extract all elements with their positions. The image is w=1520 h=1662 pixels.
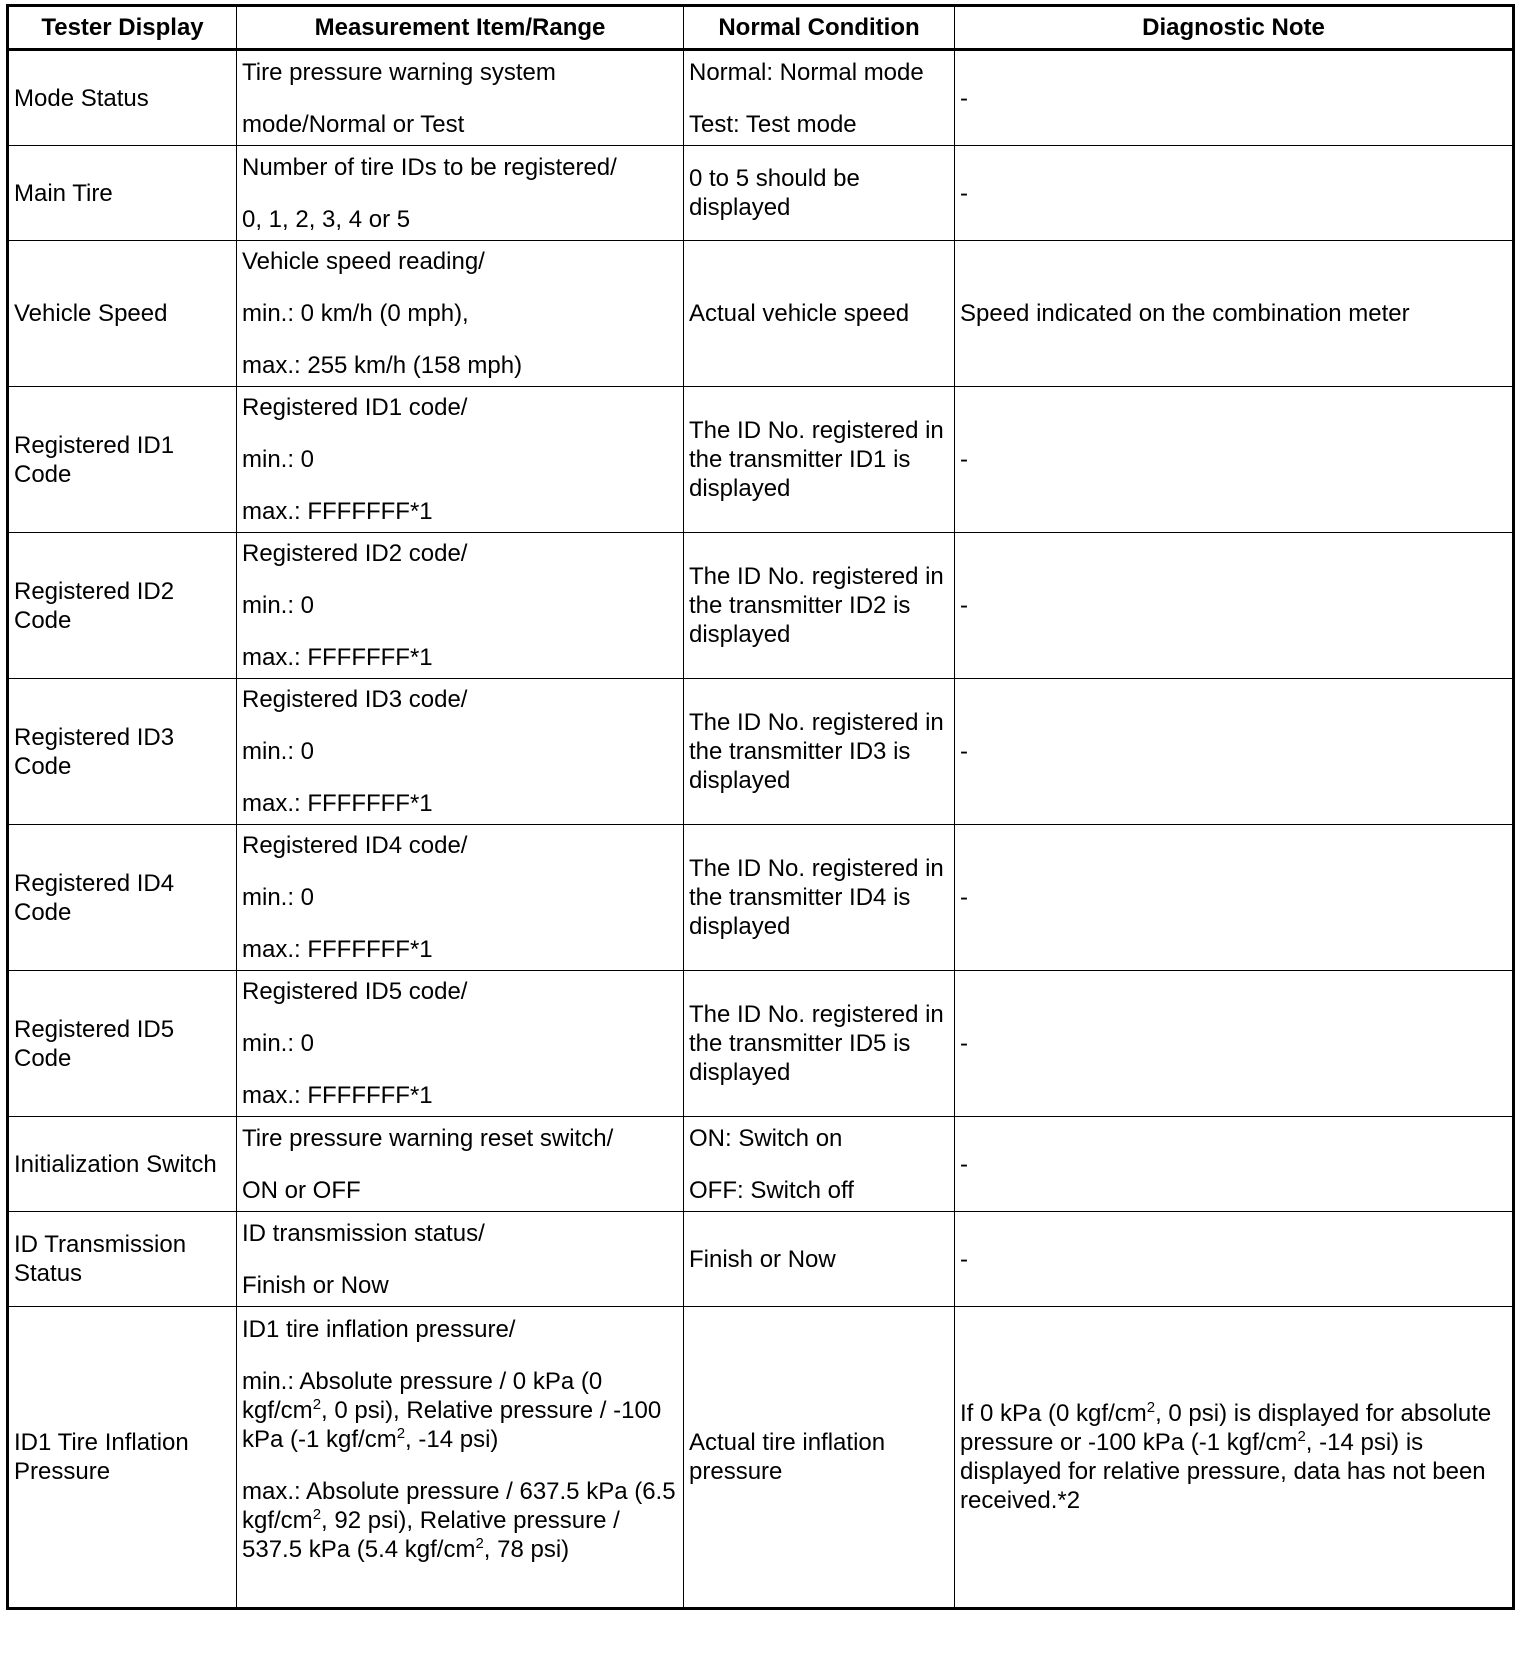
- normal-line: The ID No. registered in the transmitter ID2 is displayed: [689, 563, 944, 648]
- normal-line: Normal: Normal mode: [689, 58, 924, 86]
- measurement-line: Registered ID2 code/: [242, 540, 468, 567]
- diagnostic-note-cell: -: [955, 146, 1514, 241]
- normal-condition-cell: [684, 825, 955, 971]
- normal-line: ON: Switch on: [689, 1124, 843, 1152]
- measurement-line: Finish or Now: [242, 1271, 389, 1299]
- tester-display-cell: Mode Status: [8, 50, 237, 146]
- measurement-cell: [237, 50, 684, 146]
- measurement-cell: [237, 241, 684, 387]
- table-row: [8, 387, 1514, 533]
- normal-condition-cell: [684, 533, 955, 679]
- normal-line: The ID No. registered in the transmitter ID5 is displayed: [689, 1001, 944, 1086]
- diagnostic-note-cell: Speed indicated on the combination meter: [955, 241, 1514, 387]
- measurement-line: Vehicle speed reading/: [242, 248, 485, 275]
- table-row: [8, 1307, 1514, 1609]
- measurement-line: [242, 1477, 678, 1564]
- diagnostic-note-cell: -: [955, 679, 1514, 825]
- header-tester-display: Tester Display: [8, 6, 237, 50]
- superscript: 2: [312, 1506, 322, 1523]
- tester-display-cell: Registered ID3 Code: [8, 679, 237, 825]
- tester-display-cell: Registered ID5 Code: [8, 971, 237, 1117]
- table-row: [8, 50, 1514, 146]
- diagnostic-note-cell: -: [955, 1117, 1514, 1212]
- diagnostic-note-cell: -: [955, 387, 1514, 533]
- measurement-line: mode/Normal or Test: [242, 110, 465, 138]
- measurement-cell: [237, 1307, 684, 1609]
- note-text: , 0 psi) is displayed for absolute pressure or -100 kPa (-1 kgf/cm: [960, 1400, 1492, 1456]
- measurement-line: max.: FFFFFFF*1: [242, 644, 433, 671]
- tester-display-cell: ID1 Tire Inflation Pressure: [8, 1307, 237, 1609]
- tester-display-cell: ID Transmission Status: [8, 1212, 237, 1307]
- superscript: 2: [1146, 1399, 1156, 1416]
- min-text: , 0 psi), Relative pressure / -100 kPa (-1 kgf/cm: [242, 1397, 662, 1453]
- table-row: [8, 1117, 1514, 1212]
- note-text: If 0 kPa (0 kgf/cm: [960, 1400, 1147, 1427]
- measurement-cell: [237, 1212, 684, 1307]
- measurement-line: Registered ID3 code/: [242, 686, 468, 713]
- header-row: [8, 6, 1514, 50]
- normal-condition-cell: [684, 387, 955, 533]
- measurement-line: Registered ID4 code/: [242, 832, 468, 859]
- normal-condition-cell: [684, 1212, 955, 1307]
- diagnostic-note-cell: -: [955, 533, 1514, 679]
- normal-condition-cell: [684, 1117, 955, 1212]
- measurement-line: min.: 0: [242, 446, 315, 473]
- min-text: , -14 psi): [405, 1426, 499, 1453]
- measurement-line: Tire pressure warning reset switch/: [242, 1124, 614, 1152]
- measurement-cell: [237, 146, 684, 241]
- normal-line: The ID No. registered in the transmitter ID3 is displayed: [689, 709, 944, 794]
- normal-line: Finish or Now: [689, 1245, 836, 1273]
- measurement-cell: [237, 387, 684, 533]
- tester-display-cell: Registered ID1 Code: [8, 387, 237, 533]
- table-row: [8, 1212, 1514, 1307]
- max-text: max.: Absolute pressure / 637.5 kPa (6.5 kgf/cm: [242, 1478, 676, 1534]
- measurement-cell: [237, 1117, 684, 1212]
- tester-display-cell: Registered ID2 Code: [8, 533, 237, 679]
- tester-display-cell: Initialization Switch: [8, 1117, 237, 1212]
- table-row: [8, 146, 1514, 241]
- measurement-cell: [237, 533, 684, 679]
- normal-line: The ID No. registered in the transmitter ID1 is displayed: [689, 417, 944, 502]
- diagnostic-note-cell: -: [955, 50, 1514, 146]
- superscript: 2: [396, 1425, 406, 1442]
- measurement-line: ID1 tire inflation pressure/: [242, 1316, 516, 1343]
- measurement-cell: [237, 971, 684, 1117]
- normal-line: Test: Test mode: [689, 110, 857, 138]
- diagnostic-data-table: [6, 4, 1515, 1610]
- diagnostic-note-cell: [955, 1307, 1514, 1609]
- measurement-line: min.: 0: [242, 1030, 315, 1057]
- normal-condition-cell: [684, 241, 955, 387]
- normal-line: The ID No. registered in the transmitter ID4 is displayed: [689, 855, 944, 940]
- note-text: , -14 psi) is displayed for relative pressure, data has not been received.*2: [960, 1429, 1486, 1514]
- normal-line: Actual tire inflation pressure: [689, 1429, 886, 1485]
- tester-display-cell: Main Tire: [8, 146, 237, 241]
- normal-condition-cell: [684, 679, 955, 825]
- superscript: 2: [312, 1396, 322, 1413]
- measurement-line: Registered ID5 code/: [242, 978, 468, 1005]
- measurement-line: [242, 1367, 678, 1454]
- table-row: [8, 241, 1514, 387]
- normal-line: 0 to 5 should be displayed: [689, 165, 860, 221]
- measurement-line: max.: FFFFFFF*1: [242, 1082, 433, 1109]
- normal-condition-cell: [684, 1307, 955, 1609]
- max-text: , 92 psi), Relative pressure / 537.5 kPa (5.4 kgf/cm: [242, 1507, 620, 1563]
- measurement-line: max.: FFFFFFF*1: [242, 790, 433, 817]
- measurement-line: min.: 0 km/h (0 mph),: [242, 300, 469, 327]
- measurement-line: Registered ID1 code/: [242, 394, 468, 421]
- diagnostic-note-cell: -: [955, 1212, 1514, 1307]
- header-diagnostic-note: Diagnostic Note: [955, 6, 1514, 50]
- normal-condition-cell: [684, 50, 955, 146]
- tester-display-cell: Vehicle Speed: [8, 241, 237, 387]
- normal-line: Actual vehicle speed: [689, 300, 910, 327]
- measurement-line: Tire pressure warning system: [242, 58, 556, 86]
- table-row: [8, 533, 1514, 679]
- normal-line: OFF: Switch off: [689, 1176, 854, 1204]
- header-measurement-item: Measurement Item/Range: [237, 6, 684, 50]
- superscript: 2: [475, 1535, 484, 1552]
- table-row: [8, 679, 1514, 825]
- normal-condition-cell: [684, 971, 955, 1117]
- measurement-line: ON or OFF: [242, 1176, 361, 1204]
- measurement-line: min.: 0: [242, 592, 315, 619]
- min-text: min.: Absolute pressure / 0 kPa (0 kgf/cm: [242, 1368, 603, 1424]
- table-row: [8, 825, 1514, 971]
- diagnostic-note-cell: -: [955, 825, 1514, 971]
- measurement-line: 0, 1, 2, 3, 4 or 5: [242, 205, 411, 233]
- measurement-line: min.: 0: [242, 738, 315, 765]
- tester-display-cell: Registered ID4 Code: [8, 825, 237, 971]
- superscript: 2: [1297, 1428, 1306, 1445]
- header-normal-condition: Normal Condition: [684, 6, 955, 50]
- max-text: , 78 psi): [483, 1536, 570, 1563]
- diagnostic-note-cell: -: [955, 971, 1514, 1117]
- measurement-line: max.: FFFFFFF*1: [242, 936, 433, 963]
- table-row: [8, 971, 1514, 1117]
- normal-condition-cell: [684, 146, 955, 241]
- measurement-line: max.: FFFFFFF*1: [242, 498, 433, 525]
- measurement-line: max.: 255 km/h (158 mph): [242, 352, 523, 379]
- measurement-line: min.: 0: [242, 884, 315, 911]
- measurement-line: Number of tire IDs to be registered/: [242, 153, 617, 181]
- measurement-cell: [237, 679, 684, 825]
- measurement-cell: [237, 825, 684, 971]
- measurement-line: ID transmission status/: [242, 1219, 485, 1247]
